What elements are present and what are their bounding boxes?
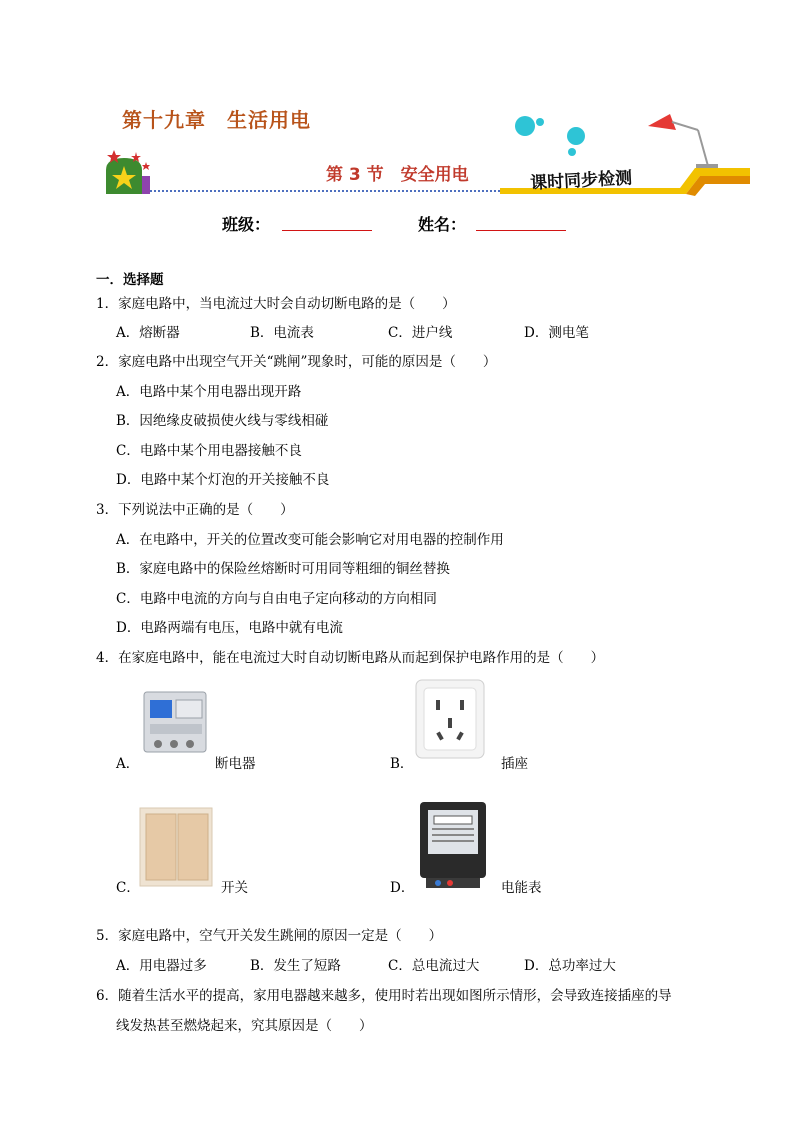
option: C．总电流过大: [388, 958, 480, 974]
option: A．在电路中，开关的位置改变可能会影响它对用电器的控制作用: [116, 532, 504, 548]
header-divider: [150, 190, 500, 192]
question-stem: 2．家庭电路中出现空气开关“跳闸”现象时，可能的原因是（ ）: [96, 354, 497, 370]
option: D．电路中某个灯泡的开关接触不良: [116, 472, 330, 488]
option: C．电路中某个用电器接触不良: [116, 443, 302, 459]
bubble-icon: [515, 116, 585, 156]
question-stem: 6．随着生活水平的提高，家用电器越来越多，使用时若出现如图所示情形，会导致连接插座的导: [96, 988, 672, 1004]
chapter-title: 第十九章 生活用电: [122, 108, 311, 132]
section-heading: 一．选择题: [96, 272, 164, 288]
option: C．电路中电流的方向与自由电子定向移动的方向相同: [116, 591, 437, 607]
section-title: 第 3 节 安全用电: [326, 165, 469, 185]
option-caption: 断电器: [215, 756, 256, 772]
name-label: 姓名：: [418, 215, 467, 234]
option-caption: 插座: [501, 756, 528, 772]
option: D．测电笔: [524, 325, 589, 341]
socket-image: [414, 678, 488, 764]
option: B．因绝缘皮破损使火线与零线相碰: [116, 413, 329, 429]
electric-meter-image: [416, 798, 490, 890]
class-field[interactable]: [282, 230, 372, 231]
option-letter: B．: [390, 756, 414, 772]
lamp-icon: [648, 114, 718, 168]
option-caption: 开关: [221, 880, 248, 896]
option-letter: C．: [116, 880, 140, 896]
option: B．电流表: [250, 325, 314, 341]
option: B．家庭电路中的保险丝熔断时可用同等粗细的铜丝替换: [116, 561, 450, 577]
option-letter: D．: [390, 880, 415, 896]
option: A．用电器过多: [116, 958, 207, 974]
option: C．进户线: [388, 325, 453, 341]
question-stem-continued: 线发热甚至燃烧起来，究其原因是（ ）: [116, 1018, 373, 1034]
circuit-breaker-image: [136, 682, 216, 766]
class-label: 班级：: [222, 215, 271, 234]
question-stem: 3．下列说法中正确的是（ ）: [96, 502, 294, 518]
star-badge-icon: [100, 146, 156, 196]
option: D．总功率过大: [524, 958, 616, 974]
question-stem: 1．家庭电路中，当电流过大时会自动切断电路的是（ ）: [96, 296, 456, 312]
question-stem: 4．在家庭电路中，能在电流过大时自动切断电路从而起到保护电路作用的是（ ）: [96, 650, 605, 666]
option: A．电路中某个用电器出现开路: [116, 384, 302, 400]
switch-image: [138, 806, 214, 888]
option: B．发生了短路: [250, 958, 341, 974]
name-field[interactable]: [476, 230, 566, 231]
option-caption: 电能表: [501, 880, 542, 896]
option: A．熔断器: [116, 325, 180, 341]
option: D．电路两端有电压，电路中就有电流: [116, 620, 343, 636]
question-stem: 5．家庭电路中，空气开关发生跳闸的原因一定是（ ）: [96, 928, 443, 944]
option-letter: A．: [116, 756, 140, 772]
sync-test-badge: 课时同步检测: [529, 168, 633, 194]
